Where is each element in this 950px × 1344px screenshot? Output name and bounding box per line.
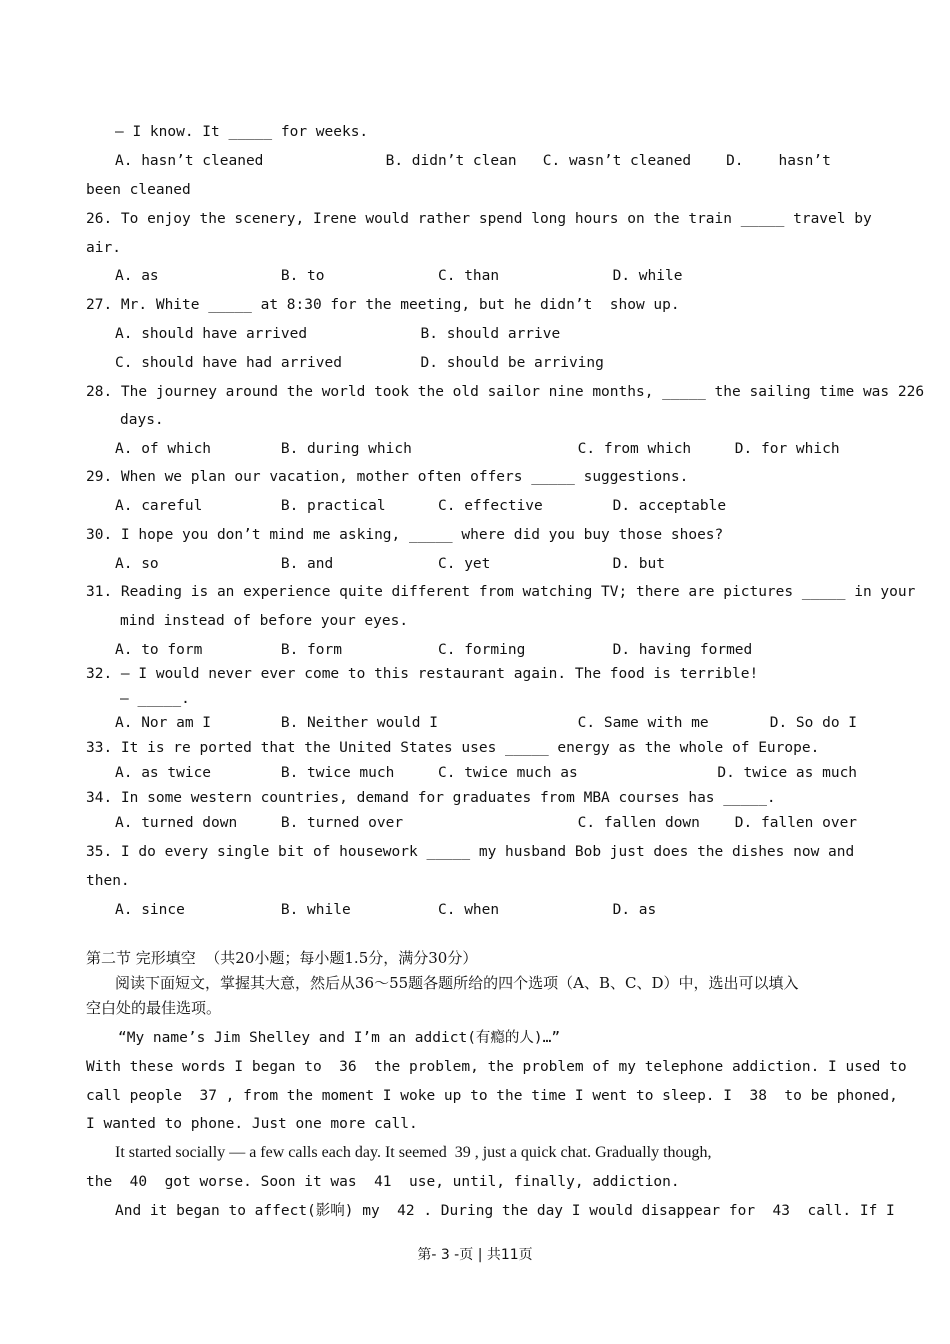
page-footer: 第- 3 -页 | 共11页 xyxy=(417,1247,533,1263)
passage-line: And it began to affect(影响) my 42 . During the day I would disappear for 43 call. If I xyxy=(115,1203,895,1219)
text-line: days. xyxy=(120,412,164,428)
question-29: 29. When we plan our vacation, mother often offers _____ suggestions. xyxy=(86,469,689,485)
question-26: 26. To enjoy the scenery, Irene would rather spend long hours on the train _____ travel by xyxy=(86,211,872,227)
options-30: A. so B. and C. yet D. but xyxy=(115,556,665,572)
question-34: 34. In some western countries, demand for graduates from MBA courses has _____. xyxy=(86,790,776,806)
section-heading: 第二节 完形填空 （共20小题；每小题1.5分，满分30分） xyxy=(86,949,478,967)
instructions: 阅读下面短文，掌握其大意，然后从36～55题各题所给的四个选项（A、B、C、D）中，选出可以填入 xyxy=(115,974,799,992)
text-line: been cleaned xyxy=(86,182,191,198)
question-33: 33. It is re ported that the United States uses _____ energy as the whole of Europe. xyxy=(86,740,820,756)
options-31: A. to form B. form C. forming D. having formed xyxy=(115,642,753,658)
options-34: A. turned down B. turned over C. fallen down D. fallen over xyxy=(115,815,858,831)
text-line: — _____. xyxy=(120,691,190,707)
instructions: 空白处的最佳选项。 xyxy=(86,999,222,1017)
question-27: 27. Mr. White _____ at 8:30 for the meeting, but he didn’t show up. xyxy=(86,297,680,313)
passage-line: With these words I began to 36 the problem, the problem of my telephone addiction. I used to xyxy=(86,1059,907,1075)
options-27: C. should have had arrived D. should be arriving xyxy=(115,355,604,371)
options-27: A. should have arrived B. should arrive xyxy=(115,326,561,342)
options-26: A. as B. to C. than D. while xyxy=(115,268,683,284)
text-line: — I know. It _____ for weeks. xyxy=(115,124,369,140)
text-line: mind instead of before your eyes. xyxy=(120,613,409,629)
options-32: A. Nor am I B. Neither would I C. Same with me D. So do I xyxy=(115,715,858,731)
question-31: 31. Reading is an experience quite different from watching TV; there are pictures _____ in your xyxy=(86,584,916,600)
text-line: A. hasn’t cleaned B. didn’t clean C. wasn’t cleaned D. hasn’t xyxy=(115,153,831,169)
text-line: air. xyxy=(86,240,121,256)
text-line: then. xyxy=(86,873,130,889)
passage-line: I wanted to phone. Just one more call. xyxy=(86,1116,418,1132)
passage-line: “My name’s Jim Shelley and I’m an addict(有瘾的人)…” xyxy=(118,1030,561,1046)
passage-line: the 40 got worse. Soon it was 41 use, until, finally, addiction. xyxy=(86,1174,680,1190)
question-32: 32. — I would never ever come to this restaurant again. The food is terrible! xyxy=(86,666,759,682)
question-28: 28. The journey around the world took the old sailor nine months, _____ the sailing time was 226 xyxy=(86,384,925,400)
options-33: A. as twice B. twice much C. twice much as D. twice as much xyxy=(115,765,858,781)
options-29: A. careful B. practical C. effective D. acceptable xyxy=(115,498,727,514)
question-30: 30. I hope you don’t mind me asking, _____ where did you buy those shoes? xyxy=(86,527,724,543)
question-35: 35. I do every single bit of housework _____ my husband Bob just does the dishes now and xyxy=(86,844,855,860)
passage-line: It started socially — a few calls each day. It seemed 39 , just a quick chat. Gradually though, xyxy=(115,1144,712,1161)
options-28: A. of which B. during which C. from which D. for which xyxy=(115,441,840,457)
options-35: A. since B. while C. when D. as xyxy=(115,902,657,918)
passage-line: call people 37 , from the moment I woke up to the time I went to sleep. I 38 to be phoned, xyxy=(86,1088,898,1104)
